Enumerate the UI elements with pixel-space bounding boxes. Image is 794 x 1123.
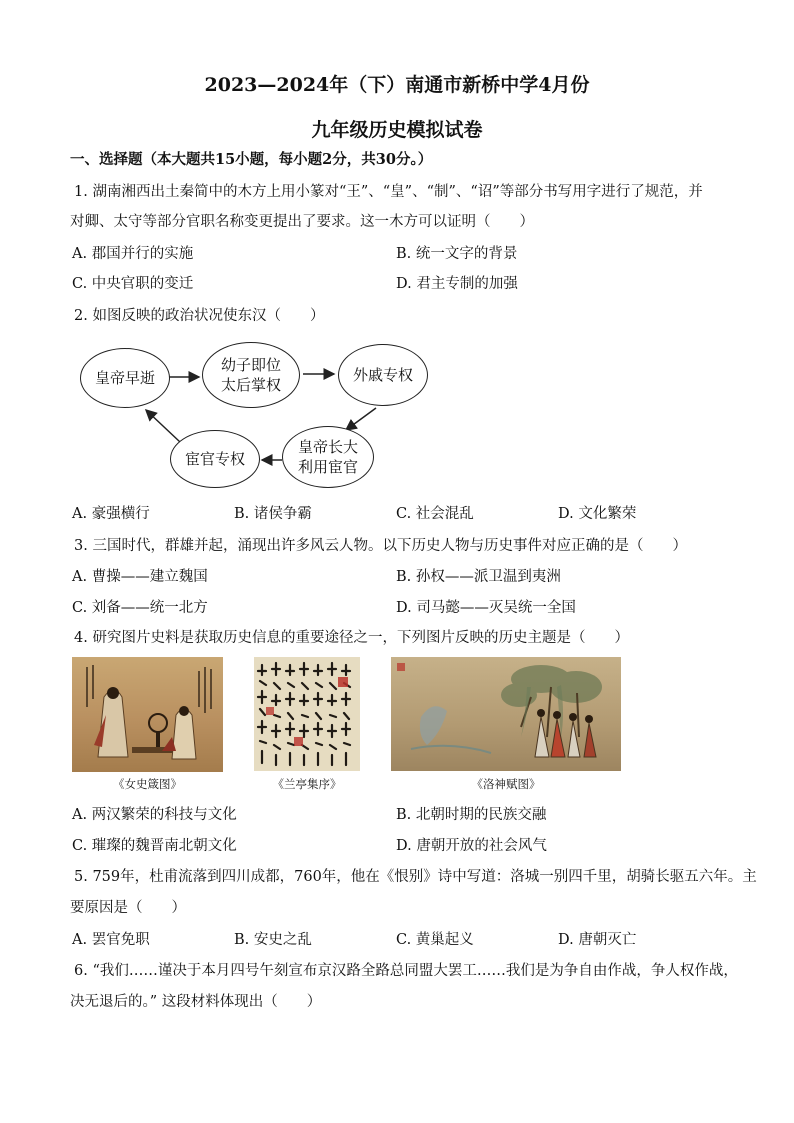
painting-admonitions-image [72,657,223,772]
q5-stem-line1: 5. 759年，杜甫流落到四川成都，760年，他在《恨别》诗中写道：洛城一别四千里，胡骑长驱五六年。主 [74,869,757,885]
q3-option-b: B. 孙权——派卫温到夷洲 [396,569,561,585]
painting-luoshen-art [391,657,621,771]
calligraphy-lanting-image [254,657,360,771]
calligraphy-lanting-art [254,657,360,771]
q4-option-b: B. 北朝时期的民族交融 [396,807,547,823]
painting-admonitions-art [72,657,223,772]
q3-option-a: A. 曹操——建立魏国 [72,569,208,585]
arrow-3-to-4 [346,408,376,430]
node-child-emperor [202,342,300,408]
node-label: 外戚专权 [352,366,413,384]
node-emperor-uses-eunuchs [282,426,374,488]
q4-option-d: D. 唐朝开放的社会风气 [396,838,547,854]
node-emperor-dies-young [80,348,170,408]
caption-luoshen: 《洛神赋图》 [471,777,541,791]
node-label: 皇帝早逝 [94,369,155,387]
q1-option-d: D. 君主专制的加强 [396,276,518,292]
q1-option-b: B. 统一文字的背景 [396,246,518,262]
node-label: 太后掌权 [220,376,281,394]
node-label: 皇帝长大 [297,438,358,456]
arrow-5-to-1 [146,410,180,442]
q1-option-a: A. 郡国并行的实施 [72,246,194,262]
q6-stem-line1: 6. “我们……谨决于本月四号午刻宣布京汉路全路总同盟大罢工……我们是为争自由作战，争人权作战， [74,963,738,979]
q2-option-b: B. 诸侯争霸 [234,506,312,522]
diagram-arrows [0,0,794,520]
q3-option-d: D. 司马懿——灭吴统一全国 [396,600,576,616]
q6-stem-line2: 决无退后的。” 这段材料体现出（ ） [70,994,322,1010]
node-consort-clan-power [338,344,428,406]
q1-option-c: C. 中央官职的变迁 [72,276,194,292]
exam-title-line2: 九年级历史模拟试卷 [311,119,483,141]
q5-stem-line2: 要原因是（ ） [70,900,186,916]
q5-option-d: D. 唐朝灭亡 [558,932,637,948]
caption-admonitions: 《女史箴图》 [113,777,182,791]
q5-option-c: C. 黄巢起义 [396,932,474,948]
q4-option-a: A. 两汉繁荣的科技与文化 [72,807,237,823]
q2-option-a: A. 豪强横行 [72,506,150,522]
q1-stem-line1: 1. 湖南湘西出土秦简中的木方上用小篆对“王”、“皇”、“制”、“诏”等部分书写用字进行了规范，并 [74,184,703,200]
q2-stem: 2. 如图反映的政治状况使东汉（ ） [74,308,325,324]
node-label: 利用宦官 [297,458,358,476]
node-label: 幼子即位 [220,356,281,374]
q3-stem: 3. 三国时代，群雄并起，涌现出许多风云人物。以下历史人物与历史事件对应正确的是（ ） [74,538,687,554]
q5-option-b: B. 安史之乱 [234,932,312,948]
q2-option-c: C. 社会混乱 [396,506,474,522]
q5-option-a: A. 罢官免职 [72,932,150,948]
q3-option-c: C. 刘备——统一北方 [72,600,208,616]
q4-stem: 4. 研究图片史料是获取历史信息的重要途径之一，下列图片反映的历史主题是（ ） [74,630,629,646]
painting-luoshen-image [391,657,621,771]
q1-stem-line2: 对卿、太守等部分官职名称变更提出了要求。这一木方可以证明（ ） [70,214,534,230]
node-label: 宦官专权 [184,450,245,468]
q2-option-d: D. 文化繁荣 [558,506,637,522]
section-heading: 一、选择题（本大题共15小题，每小题2分，共30分。） [70,151,433,168]
exam-title-line1: 2023—2024年（下）南通市新桥中学4月份 [204,74,590,96]
caption-lanting: 《兰亭集序》 [272,777,342,791]
node-eunuch-power [170,430,260,488]
q4-option-c: C. 璀璨的魏晋南北朝文化 [72,838,237,854]
